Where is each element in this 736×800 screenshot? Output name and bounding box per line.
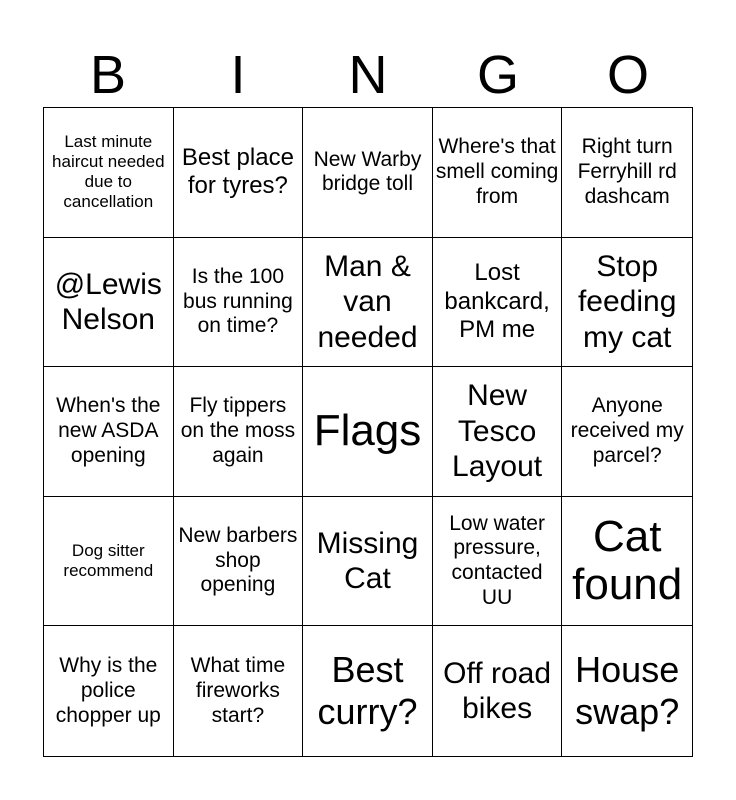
bingo-cell-text: House swap? (575, 648, 680, 733)
bingo-cell-text: Is the 100 bus running on time? (183, 264, 293, 338)
bingo-cell[interactable] (562, 626, 692, 756)
bingo-cell[interactable] (174, 626, 304, 756)
bingo-cell[interactable] (174, 497, 304, 627)
bingo-cell[interactable] (44, 626, 174, 756)
bingo-cell-text: @Lewis Nelson (54, 267, 162, 336)
bingo-cell-text: New Warby bridge toll (313, 147, 422, 196)
bingo-cell-text: Where's that smell coming from (435, 135, 559, 208)
bingo-cell[interactable] (303, 497, 433, 627)
bingo-cell[interactable] (44, 367, 174, 497)
bingo-cell[interactable] (433, 497, 563, 627)
bingo-cell[interactable] (433, 238, 563, 368)
bingo-cell[interactable] (562, 497, 692, 627)
bingo-cell-text: Best curry? (317, 648, 418, 733)
bingo-cell[interactable] (44, 108, 174, 238)
bingo-cell-text: Right turn Ferryhill rd dashcam (577, 135, 677, 208)
bingo-cell-text: Last minute haircut needed due to cancellation (52, 132, 165, 212)
bingo-cell[interactable] (303, 367, 433, 497)
bingo-cell[interactable] (303, 108, 433, 238)
bingo-cell-text: Fly tippers on the moss again (180, 394, 296, 467)
bingo-cell-text: Best place for tyres? (181, 143, 294, 200)
bingo-cell[interactable] (433, 108, 563, 238)
header-letter-n: N (348, 45, 388, 105)
bingo-header (43, 44, 693, 106)
bingo-cell-text: New barbers shop opening (178, 523, 298, 597)
bingo-cell[interactable] (433, 367, 563, 497)
bingo-cell-text: Why is the police chopper up (55, 654, 161, 727)
bingo-card-grid (43, 107, 693, 757)
bingo-cell-text: Anyone received my parcel? (570, 394, 684, 467)
bingo-cell[interactable] (433, 626, 563, 756)
bingo-cell[interactable] (44, 497, 174, 627)
header-letter-o: O (606, 45, 649, 105)
bingo-cell-text: Low water pressure, contacted UU (449, 511, 545, 609)
bingo-cell-text: Lost bankcard, PM me (444, 259, 550, 344)
bingo-cell[interactable] (174, 108, 304, 238)
bingo-cell-text: Man & van needed (317, 249, 418, 354)
header-letter-g: G (476, 45, 519, 105)
header-letter-b: B (89, 45, 127, 105)
bingo-cell-text: Flags (313, 406, 422, 456)
bingo-cell-text: Off road bikes (443, 656, 552, 726)
bingo-cell[interactable] (562, 108, 692, 238)
bingo-cell[interactable] (174, 367, 304, 497)
bingo-cell-text: New Tesco Layout (452, 379, 543, 484)
bingo-cell[interactable] (562, 367, 692, 497)
bingo-cell[interactable] (303, 238, 433, 368)
header-letter-i: I (230, 45, 246, 105)
bingo-cell[interactable] (562, 238, 692, 368)
bingo-cell[interactable] (174, 238, 304, 368)
bingo-cell-text: What time fireworks start? (190, 654, 286, 727)
bingo-cell-text: Missing Cat (316, 526, 419, 596)
bingo-cell[interactable] (44, 238, 174, 368)
bingo-cell-text: When's the new ASDA opening (56, 394, 161, 467)
bingo-cell-text: Cat found (572, 511, 683, 610)
bingo-cell[interactable] (303, 626, 433, 756)
bingo-cell-text: Stop feeding my cat (577, 249, 677, 354)
bingo-cell-text: Dog sitter recommend (63, 541, 154, 581)
